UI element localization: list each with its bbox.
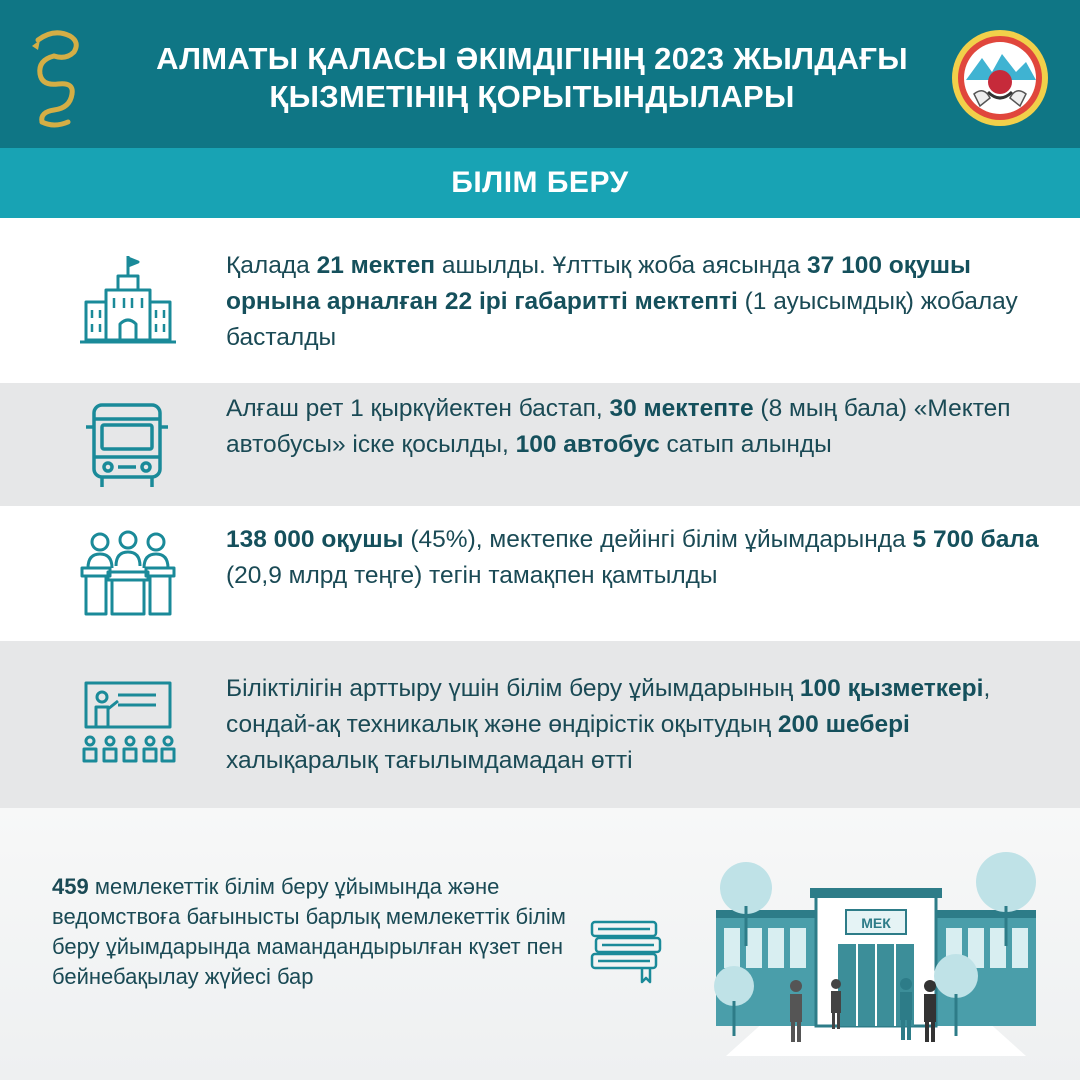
text-segment-bold: 21 мектеп	[316, 252, 436, 279]
teacher-classroom-icon	[78, 679, 178, 769]
text-segment-bold: 30 мектепте	[609, 395, 754, 422]
main-content	[0, 218, 1080, 808]
golden-snow-leopard-emblem-icon	[24, 26, 88, 130]
text-segment-bold: 37 100 оқушы орнына арналған 22 ірі габаритті мектепті	[226, 252, 971, 315]
list-item-free-meals	[0, 506, 1080, 641]
page-title-line-1: АЛМАТЫ ҚАЛАСЫ ӘКІМДІГІНІҢ 2023 ЖЫЛДАҒЫ	[156, 41, 908, 76]
text-segment-bold: 459	[52, 874, 89, 899]
text-segment-bold: 138 000 оқушы	[226, 526, 404, 553]
list-item-text	[226, 671, 1066, 779]
list-item-school-bus	[0, 383, 1080, 506]
text-segment: мемлекеттік білім беру ұйымында және ведомствоға бағынысты барлық мемлекеттік білім беру ұйымдарында мамандандырылған күзет пен бейнебақылау жүйесі бар	[52, 874, 566, 989]
list-item-text	[226, 248, 1066, 356]
page-title-line-2: ҚЫЗМЕТІНІҢ ҚОРЫТЫНДЫЛАРЫ	[269, 79, 795, 114]
text-segment: Алғаш рет 1 қыркүйектен бастап,	[226, 395, 610, 422]
text-segment-bold: 5 700 бала	[912, 526, 1039, 553]
text-segment: халықаралық тағылымдамадан өтті	[226, 747, 633, 774]
text-segment-bold: 100 автобус	[515, 431, 660, 458]
page-title	[132, 40, 932, 116]
text-segment: (8 мың бала) «Мектеп автобусы» іске қосылды,	[226, 395, 1011, 458]
books-stack-icon	[588, 916, 668, 986]
list-item-text	[226, 391, 1066, 463]
almaty-coat-of-arms-icon	[950, 28, 1050, 128]
school-building-icon	[78, 254, 178, 344]
list-item-internships	[0, 641, 1080, 808]
text-segment: ашылды. Ұлттық жоба аясында	[435, 252, 808, 279]
text-segment: сатып алынды	[659, 431, 832, 458]
bus-icon	[78, 401, 178, 491]
text-segment-bold: 100 қызметкері	[799, 675, 984, 702]
text-segment: (45%), мектепке дейінгі білім ұйымдарында	[403, 526, 913, 553]
list-item-new-schools	[0, 218, 1080, 383]
text-segment-bold: 200 шебері	[777, 711, 910, 738]
security-info-text	[52, 872, 572, 992]
school-building-illustration-icon	[706, 836, 1046, 1066]
section-header	[0, 148, 1080, 218]
text-segment: , сондай-ақ техникалық және өндірістік оқытудың	[226, 675, 991, 738]
text-segment: (1 ауысымдық) жобалау басталды	[226, 288, 1018, 351]
school-sign-text: МЕК	[861, 915, 891, 931]
list-item-text	[226, 522, 1066, 594]
text-segment: Қалада	[226, 252, 317, 279]
footer-section	[0, 808, 1080, 1080]
text-segment: (20,9 млрд теңге) тегін тамақпен қамтылды	[226, 562, 718, 589]
students-at-desks-icon	[78, 528, 178, 618]
header	[0, 0, 1080, 148]
section-title: БІЛІМ БЕРУ	[451, 166, 629, 199]
text-segment: Біліктілігін арттыру үшін білім беру ұйымдарының	[226, 675, 800, 702]
